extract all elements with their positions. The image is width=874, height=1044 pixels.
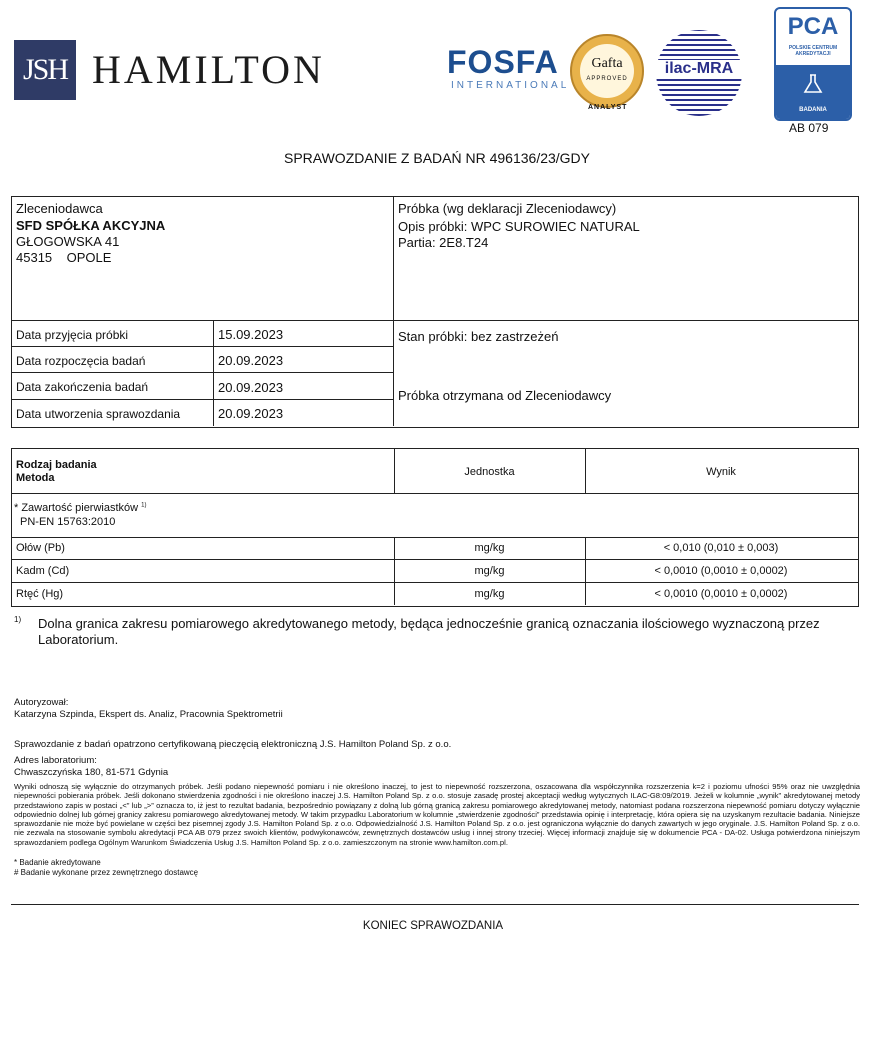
hamilton-logo-mark: JSH bbox=[14, 40, 76, 100]
lab-address-label: Adres laboratorium: bbox=[14, 755, 97, 766]
date-value: 15.09.2023 bbox=[218, 327, 284, 342]
sample-received-from: Próbka otrzymana od Zleceniodawcy bbox=[398, 388, 612, 403]
fosfa-logo: FOSFA bbox=[447, 44, 559, 80]
lab-address: Chwaszczyńska 180, 81-571 Gdynia bbox=[14, 767, 169, 778]
table-header-result: Wynik bbox=[706, 466, 736, 478]
table-row-name: Ołów (Pb) bbox=[16, 542, 65, 554]
gafta-logo-name: Gafta bbox=[591, 56, 623, 71]
table-row-unit: mg/kg bbox=[474, 565, 505, 577]
table-row-name: Kadm (Cd) bbox=[16, 565, 70, 577]
table-row-name: Rtęć (Hg) bbox=[16, 588, 64, 600]
table-row-unit: mg/kg bbox=[474, 588, 505, 600]
legend-item: # Badanie wykonane przez zewnętrznego dostawcę bbox=[14, 868, 199, 877]
date-value: 20.09.2023 bbox=[218, 353, 284, 368]
footnote-text: Dolna granica zakresu pomiarowego akredytowanego metody, będąca jednocześnie granicą oznaczania ilościowego wyznaczoną przez Laboratorium. bbox=[38, 616, 820, 647]
client-street: GŁOGOWSKA 41 bbox=[16, 234, 120, 249]
pca-logo-badge bbox=[776, 65, 850, 119]
client-label: Zleceniodawca bbox=[16, 201, 103, 216]
sample-description: Opis próbki: WPC SUROWIEC NATURAL bbox=[398, 219, 640, 234]
ilac-mra-logo bbox=[656, 30, 742, 116]
table-row-result: < 0,0010 (0,0010 ± 0,0002) bbox=[654, 565, 788, 577]
test-group-label: * Zawartość pierwiastków $^{1)}$ bbox=[14, 502, 147, 514]
legal-disclaimer: Wyniki odnoszą się wyłącznie do otrzymanych próbek. Jeśli podano niepewność pomiaru i nie określono inaczej, to jest to niepewność rozszerzona, oszacowana dla współczynnika rozszerzenia k=2 i poziomu ufności 95% oraz nie uwzględnia niepewności pobierania próbek. Jeśli dokonano stwierdzenia zgodności i nie określono inaczej J.S. Hamilton Poland Sp. z o.o. stosuje zasadę prostej akceptacji według wytycznych ILAC-G8:09/2019. Jeżeli w kolumnie „wynik” akredytowanej metody przedstawiono zapis w postaci „<” lub „>” oznacza to, iż jest to rezultat badania, bezpośrednio powiązany z dolną lub górną granicą zakresu pomiarowego akredytowanej metody, natomiast podana rozszerzona niepewność pomiaru dotyczy wyłącznie odpowiednio dolnej lub górnej granicy zakresu pomiarowego akredytowanej metody. W takim przypadku Laboratorium w kolumnie „stwierdzenie zgodności” przedstawia opinię i interpretację, która opiera się na uzyskanym rezultacie badania. Niniejsze sprawozdanie nie może być powielane w części bez pisemnej zgody J.S. Hamilton Poland Sp. z o.o. Odpowiedzialność J.S. Hamilton Poland Sp. z o.o. jest ograniczona wyłącznie do danych zawartych w jego oryginale. J.S. Hamilton Poland Sp. z o.o. nie zezwala na stosowanie symbolu akredytacji PCA AB 079 przez swoich klientów, podwykonawców, zewnętrznych dostawców usług i innej strony trzeciej. Więcej informacji znajduje się w dokumencie PCA - DA-02. Usługa potwierdzona niniejszym sprawozdaniem podlega Ogólnym Warunkom Świadczenia Usług J.S. Hamilton Poland Sp. z o.o. zamieszczonym na stronie www.hamilton.com.pl. bbox=[14, 782, 860, 847]
test-method: PN-EN 15763:2010 bbox=[20, 516, 116, 528]
table-header-unit: Jednostka bbox=[464, 466, 515, 478]
date-value: 20.09.2023 bbox=[218, 380, 284, 395]
gafta-analyst-label: ANALYST bbox=[588, 104, 628, 111]
table-row-unit: mg/kg bbox=[474, 542, 505, 554]
electronic-seal-note: Sprawozdanie z badań opatrzono certyfikowaną pieczęcią elektroniczną J.S. Hamilton Poland Sp. z o.o. bbox=[14, 739, 452, 750]
table-row-result: < 0,0010 (0,0010 ± 0,0002) bbox=[654, 588, 788, 600]
authorized-label: Autoryzował: bbox=[14, 697, 69, 708]
company-name-logo: HAMILTON bbox=[92, 47, 325, 92]
flask-icon bbox=[802, 73, 824, 95]
sample-condition: Stan próbki: bez zastrzeżeń bbox=[398, 329, 559, 344]
end-divider bbox=[11, 904, 859, 905]
date-label: Data zakończenia badań bbox=[16, 380, 149, 394]
client-city: 45315 OPOLE bbox=[16, 250, 112, 265]
ilac-mra-text: ilac-MRA bbox=[656, 60, 742, 78]
date-label: Data utworzenia sprawozdania bbox=[16, 407, 181, 421]
table-header-type: Rodzaj badania bbox=[16, 459, 97, 471]
pca-logo-sub: POLSKIE CENTRUM AKREDYTACJI bbox=[788, 45, 838, 57]
gafta-logo bbox=[570, 34, 644, 108]
report-end-label: KONIEC SPRAWOZDANIA bbox=[362, 920, 504, 932]
table-header-method: Metoda bbox=[16, 472, 55, 484]
date-value: 20.09.2023 bbox=[218, 406, 284, 421]
pca-accreditation-logo bbox=[774, 7, 852, 121]
accreditation-number: AB 079 bbox=[789, 121, 829, 135]
client-name: SFD SPÓŁKA AKCYJNA bbox=[16, 218, 166, 233]
fosfa-logo-subtitle: INTERNATIONAL bbox=[451, 80, 570, 91]
footnote-marker: 1) bbox=[141, 502, 147, 509]
gafta-logo-sub: APPROVED bbox=[586, 76, 628, 82]
pca-logo-badania: BADANIA bbox=[799, 107, 827, 113]
footnote-number: 1) bbox=[14, 615, 22, 624]
sample-label: Próbka (wg deklaracji Zleceniodawcy) bbox=[398, 201, 617, 216]
sample-batch: Partia: 2E8.T24 bbox=[398, 235, 489, 250]
report-title: SPRAWOZDANIE Z BADAŃ NR 496136/23/GDY bbox=[283, 150, 591, 166]
table-row-result: < 0,010 (0,010 ± 0,003) bbox=[663, 542, 779, 554]
date-label: Data rozpoczęcia badań bbox=[16, 354, 146, 368]
legend-item: * Badanie akredytowane bbox=[14, 858, 101, 867]
authorized-person: Katarzyna Szpinda, Ekspert ds. Analiz, Pracownia Spektrometrii bbox=[14, 709, 283, 720]
date-label: Data przyjęcia próbki bbox=[16, 328, 129, 342]
pca-logo-name: PCA bbox=[787, 13, 839, 40]
